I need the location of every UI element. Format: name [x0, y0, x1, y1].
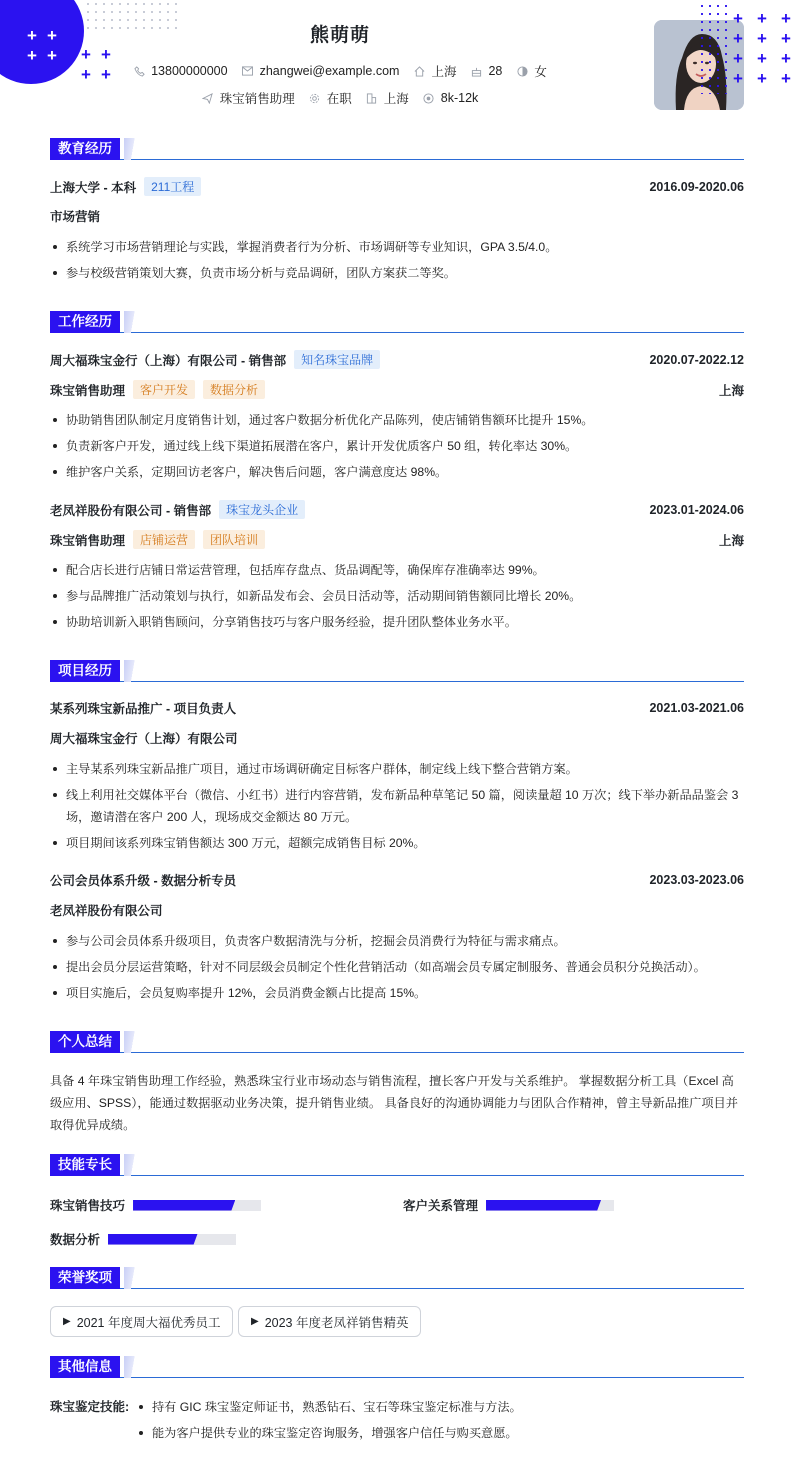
list-item: 负责新客户开发，通过线上线下渠道拓展潜在客户，累计开发优质客户 50 组，转化率达 30%。	[50, 435, 744, 457]
section-tail	[124, 1154, 138, 1176]
job-intent-row	[0, 89, 680, 107]
work-city-item	[366, 89, 409, 107]
company-name: 周大福珠宝金行（上海）有限公司 - 销售部	[50, 353, 287, 368]
list-item: 参与校级营销策划大赛，负责市场分析与竞品调研，团队方案获二等奖。	[50, 262, 744, 284]
project-period: 2021.03-2021.06	[649, 701, 744, 715]
work-location: 上海	[718, 533, 744, 548]
email-text: zhangwei@example.com	[259, 64, 400, 78]
list-item: 维护客户关系，定期回访老客户，解决售后问题，客户满意度达 98%。	[50, 461, 744, 483]
position-text: 珠宝销售助理	[219, 92, 295, 106]
age-item	[470, 62, 502, 80]
skill-name: 数据分析	[50, 1233, 101, 1247]
section-skills	[50, 1154, 744, 1176]
salary-item	[423, 89, 479, 107]
project-org: 老凤祥股份有限公司	[50, 904, 163, 918]
work-location: 上海	[718, 383, 744, 398]
list-item: 配合店长进行店铺日常运营管理，包括库存盘点、货品调配等，确保库存准确率达 99%。	[50, 559, 744, 581]
education-header	[50, 177, 744, 196]
section-tail	[124, 311, 138, 333]
project-title: 公司会员体系升级 - 数据分析专员	[50, 874, 237, 888]
section-tail	[124, 1356, 138, 1378]
education-bullets	[50, 236, 744, 288]
list-item: 主导某系列珠宝新品推广项目，通过市场调研确定目标客户群体，制定线上线下整合营销方案。	[50, 758, 744, 780]
project-org: 周大福珠宝金行（上海）有限公司	[50, 732, 238, 746]
award-item	[50, 1306, 233, 1337]
project-0-bullets	[50, 758, 744, 858]
skill-item	[403, 1196, 614, 1214]
skill-name: 客户关系管理	[403, 1199, 479, 1213]
send-icon	[202, 92, 214, 104]
project-title: 某系列珠宝新品推广 - 项目负责人	[50, 702, 237, 716]
school-name: 上海大学 - 本科	[50, 180, 137, 195]
skill-item	[50, 1230, 236, 1248]
work-1-header	[50, 500, 744, 519]
play-icon: ▶	[251, 1316, 259, 1327]
section-tail	[124, 138, 138, 160]
education-major: 市场营销	[50, 210, 101, 224]
work-0-role-row	[50, 380, 744, 399]
mail-icon	[242, 65, 254, 77]
work-period: 2020.07-2022.12	[649, 352, 744, 367]
salary-text: 8k-12k	[440, 91, 479, 105]
project-1-header	[50, 871, 744, 889]
decor-plus-right: + + + + + + + + + + + +	[733, 8, 791, 88]
decor-plus-left: + + + +	[81, 44, 111, 84]
work-0-bullets	[50, 409, 744, 487]
skill-bar	[133, 1200, 261, 1211]
section-summary	[50, 1031, 744, 1053]
award-text: 2023 年度老凤祥销售精英	[264, 1315, 409, 1330]
project-period: 2023.03-2023.06	[649, 873, 744, 887]
work-0-header	[50, 350, 744, 369]
gender-item	[516, 62, 547, 80]
list-item: 提出会员分层运营策略，针对不同层级会员制定个性化营销活动（如高端会员专属定制服务、普通会员积分兑换活动）。	[50, 956, 744, 978]
award-item	[238, 1306, 421, 1337]
candidate-name: 熊萌萌	[309, 25, 370, 46]
skill-bar	[486, 1200, 614, 1211]
skill-bar-fill	[486, 1200, 601, 1211]
company-name: 老凤祥股份有限公司 - 销售部	[50, 503, 212, 518]
gender-icon	[516, 65, 528, 77]
section-tail	[124, 1031, 138, 1053]
work-city-text: 上海	[383, 92, 409, 106]
resume-header	[0, 0, 794, 120]
section-honors	[50, 1267, 744, 1289]
project-1-bullets	[50, 930, 744, 1008]
project-0-header	[50, 699, 744, 717]
section-title-projects: 项目经历	[50, 660, 120, 682]
play-icon: ▶	[63, 1316, 71, 1327]
role-tag: 团队培训	[203, 530, 265, 549]
other-bullets	[136, 1396, 744, 1448]
list-item: 线上利用社交媒体平台（微信、小红书）进行内容营销，发布新品种草笔记 50 篇，阅读量超 10 万次；线下举办新品品鉴会 3 场，邀请潜在客户 200 人，现场成交金额达 80 万元。	[50, 784, 744, 828]
section-title-honors: 荣誉奖项	[50, 1267, 120, 1289]
role-tag: 客户开发	[133, 380, 195, 399]
list-item: 持有 GIC 珠宝鉴定师证书，熟悉钻石、宝石等珠宝鉴定标准与方法。	[136, 1396, 744, 1418]
list-item: 能为客户提供专业的珠宝鉴定咨询服务，增强客户信任与购买意愿。	[136, 1422, 744, 1444]
work-1-role-row	[50, 530, 744, 549]
school-badge: 211工程	[144, 177, 201, 196]
contact-row	[0, 62, 680, 80]
skill-bar-fill	[133, 1200, 235, 1211]
section-other	[50, 1356, 744, 1378]
skill-item	[50, 1196, 261, 1214]
list-item: 协助培训新入职销售顾问，分享销售技巧与客户服务经验，提升团队整体业务水平。	[50, 611, 744, 633]
list-item: 协助销售团队制定月度销售计划，通过客户数据分析优化产品陈列，使店铺销售额环比提升 15%。	[50, 409, 744, 431]
list-item: 参与品牌推广活动策划与执行，如新品发布会、会员日活动等，活动期间销售额同比增长 20%。	[50, 585, 744, 607]
home-icon	[413, 65, 425, 77]
position-item	[202, 89, 295, 107]
cake-icon	[470, 65, 482, 77]
section-title-other: 其他信息	[50, 1356, 120, 1378]
city-text: 上海	[431, 65, 457, 79]
job-role: 珠宝销售助理	[50, 383, 126, 398]
work-1-bullets	[50, 559, 744, 637]
project-1-org-row	[50, 901, 744, 919]
phone-text: 13800000000	[151, 64, 228, 78]
city-item	[413, 62, 456, 80]
section-education	[50, 138, 744, 160]
skill-name: 珠宝销售技巧	[50, 1199, 126, 1213]
list-item: 参与公司会员体系升级项目，负责客户数据清洗与分析，挖掘会员消费行为特征与需求痛点。	[50, 930, 744, 952]
section-projects	[50, 660, 744, 682]
status-item	[309, 89, 352, 107]
section-title-skills: 技能专长	[50, 1154, 120, 1176]
section-title-work: 工作经历	[50, 311, 120, 333]
award-text: 2021 年度周大福优秀员工	[76, 1315, 221, 1330]
work-period: 2023.01-2024.06	[649, 502, 744, 517]
list-item: 项目实施后，会员复购率提升 12%，会员消费金额占比提高 15%。	[50, 982, 744, 1004]
summary-text: 具备 4 年珠宝销售助理工作经验，熟悉珠宝行业市场动态与销售流程，擅长客户开发与关系维护。 掌握数据分析工具（Excel 高级应用、SPSS），能通过数据驱动业务决策，提升销售业绩。 具备良好的沟通协调能力与团队合作精神，曾主导新品推广项目并取得优异成绩。	[50, 1074, 738, 1132]
education-major-row	[50, 207, 744, 225]
job-role: 珠宝销售助理	[50, 533, 126, 548]
section-title-education: 教育经历	[50, 138, 120, 160]
email-item	[242, 62, 400, 80]
role-tag: 店铺运营	[133, 530, 195, 549]
phone-item	[133, 62, 227, 80]
section-tail	[124, 660, 138, 682]
list-item: 项目期间该系列珠宝销售额达 300 万元，超额完成销售目标 20%。	[50, 832, 744, 854]
decor-plus-white: + + + +	[27, 25, 57, 65]
section-work	[50, 311, 744, 333]
skill-bar	[108, 1234, 236, 1245]
building-icon	[366, 92, 378, 104]
gender-text: 女	[534, 65, 547, 79]
gear-icon	[309, 92, 321, 104]
role-tag: 数据分析	[203, 380, 265, 399]
company-badge: 知名珠宝品牌	[294, 350, 380, 369]
other-label: 珠宝鉴定技能:	[50, 1400, 130, 1414]
coin-icon	[423, 92, 435, 104]
company-badge: 珠宝龙头企业	[219, 500, 305, 519]
project-0-org-row	[50, 729, 744, 747]
phone-icon	[133, 65, 145, 77]
age-text: 28	[488, 64, 503, 78]
section-tail	[124, 1267, 138, 1289]
status-text: 在职	[326, 92, 352, 106]
section-title-summary: 个人总结	[50, 1031, 120, 1053]
education-period: 2016.09-2020.06	[649, 179, 744, 194]
decor-dots-right	[698, 2, 730, 94]
list-item: 系统学习市场营销理论与实践，掌握消费者行为分析、市场调研等专业知识，GPA 3.5/4.0。	[50, 236, 744, 258]
skill-bar-fill	[108, 1234, 198, 1245]
